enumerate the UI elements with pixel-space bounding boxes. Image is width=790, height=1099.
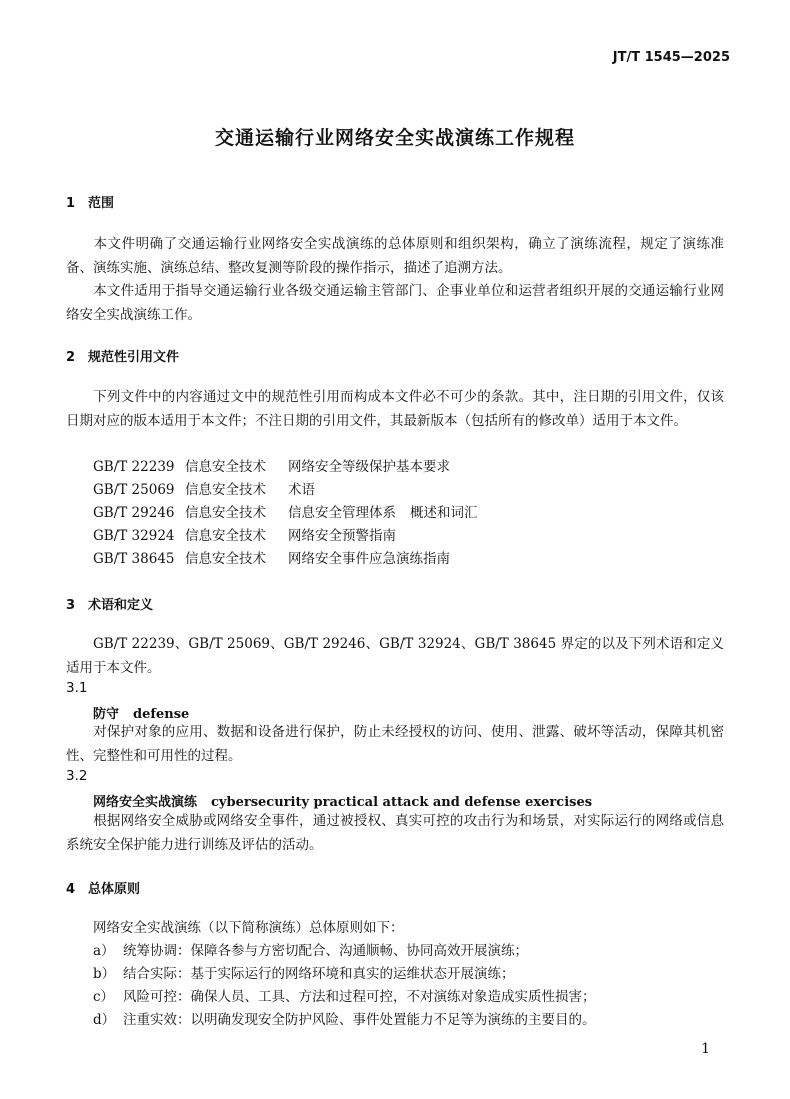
term-title (93, 791, 592, 810)
reference-part3: 概述和词汇 (410, 505, 478, 521)
list-marker: c） (93, 989, 115, 1005)
list-text: 注重实效：以明确发现安全防护风险、事件处置能力不足等为演练的主要目的。 (123, 1012, 596, 1028)
section-1-heading (66, 192, 114, 211)
section-2-heading (66, 346, 179, 365)
reference-code: GB/T 32924 (93, 528, 175, 544)
reference-part1: 信息安全技术 (185, 459, 266, 475)
section-title: 总体原则 (88, 882, 141, 897)
section-3-paragraph-1 (66, 633, 724, 680)
standard-code: JT/T 1545—2025 (612, 50, 730, 65)
term-en: defense (133, 707, 190, 722)
section-number: 2 (66, 350, 76, 365)
reference-part1: 信息安全技术 (185, 505, 266, 521)
section-4-intro: 网络安全实战演练（以下简称演练）总体原则如下： (93, 920, 404, 936)
reference-part2: 网络安全预警指南 (288, 528, 396, 544)
reference-part2: 网络安全等级保护基本要求 (288, 459, 450, 475)
section-1-paragraph-1 (66, 233, 724, 280)
reference-item (93, 502, 478, 526)
reference-item (93, 456, 464, 480)
section-number: 1 (66, 196, 76, 211)
term-zh: 网络安全实战演练 (93, 795, 198, 810)
reference-code: GB/T 22239 (93, 459, 175, 475)
reference-code: GB/T 38645 (93, 551, 175, 567)
paragraph-text: 本文件明确了交通运输行业网络安全实战演练的总体原则和组织架构，确立了演练流程，规定了演练准备、演练实施、演练总结、整改复测等阶段的操作指示，描述了追溯方法。 (66, 236, 724, 276)
paragraph-text: 下列文件中的内容通过文中的规范性引用而构成本文件必不可少的条款。其中，注日期的引用文件，仅该日期对应的版本适用于本文件；不注日期的引用文件，其最新版本（包括所有的修改单）适用于本文件。 (66, 389, 724, 429)
list-item (93, 986, 596, 1010)
reference-item (93, 525, 410, 549)
term-number: 3.2 (66, 768, 88, 784)
list-text: 风险可控：确保人员、工具、方法和过程可控，不对演练对象造成实质性损害； (123, 989, 596, 1005)
reference-code: GB/T 25069 (93, 482, 175, 498)
paragraph-text: GB/T 22239、GB/T 25069、GB/T 29246、GB/T 32924、GB/T 38645 界定的以及下列术语和定义适用于本文件。 (66, 636, 724, 676)
list-item (93, 1009, 596, 1033)
reference-part2: 网络安全事件应急演练指南 (288, 551, 450, 567)
section-number: 3 (66, 598, 76, 613)
list-text: 结合实际：基于实际运行的网络环境和真实的运维状态开展演练； (123, 966, 515, 982)
section-title: 范围 (88, 196, 115, 211)
term-title (93, 703, 189, 722)
reference-part2: 信息安全管理体系 (288, 505, 396, 521)
section-number: 4 (66, 882, 76, 897)
list-item (93, 940, 528, 964)
section-4-heading (66, 878, 140, 897)
list-item (93, 963, 515, 987)
section-title: 规范性引用文件 (88, 350, 180, 365)
paragraph-text: 根据网络安全威胁或网络安全事件，通过被授权、真实可控的攻击行为和场景，对实际运行的网络或信息系统安全保护能力进行训练及评估的活动。 (66, 813, 724, 853)
term-definition (66, 721, 724, 768)
reference-code: GB/T 29246 (93, 505, 175, 521)
reference-item (93, 479, 329, 503)
reference-part1: 信息安全技术 (185, 551, 266, 567)
section-1-paragraph-2 (66, 280, 724, 327)
paragraph-text: 本文件适用于指导交通运输行业各级交通运输主管部门、企事业单位和运营者组织开展的交通运输行业网络安全实战演练工作。 (66, 283, 724, 323)
section-2-paragraph-1 (66, 386, 724, 433)
reference-part1: 信息安全技术 (185, 528, 266, 544)
section-title: 术语和定义 (88, 598, 154, 613)
term-en: cybersecurity practical attack and defense exercises (211, 795, 593, 810)
reference-item (93, 548, 464, 572)
reference-part1: 信息安全技术 (185, 482, 266, 498)
document-title: 交通运输行业网络安全实战演练工作规程 (214, 127, 575, 149)
term-zh: 防守 (93, 707, 120, 722)
paragraph-text: 对保护对象的应用、数据和设备进行保护，防止未经授权的访问、使用、泄露、破坏等活动，保障其机密性、完整性和可用性的过程。 (66, 724, 724, 764)
reference-part2: 术语 (288, 482, 315, 498)
section-3-heading (66, 594, 153, 613)
term-number: 3.1 (66, 680, 88, 696)
list-marker: b） (93, 966, 116, 982)
list-marker: a） (93, 943, 115, 959)
list-text: 统筹协调：保障各参与方密切配合、沟通顺畅、协同高效开展演练； (123, 943, 528, 959)
page-number: 1 (701, 1041, 710, 1057)
term-definition (66, 810, 724, 857)
list-marker: d） (93, 1012, 116, 1028)
